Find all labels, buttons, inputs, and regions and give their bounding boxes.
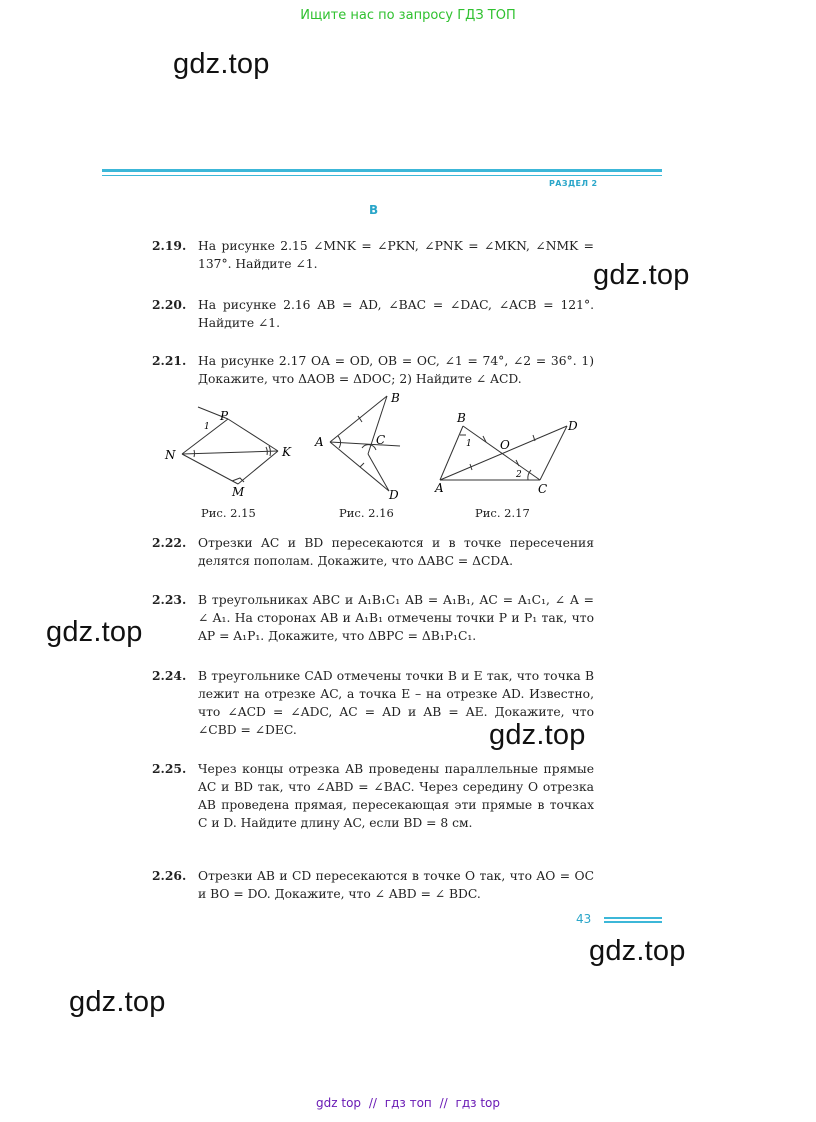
problem-number: 2.19.: [152, 238, 187, 253]
problem-text: В треугольниках ABC и A₁B₁C₁ AB = A₁B₁, AC = A₁C₁, ∠ A = ∠ A₁. На сторонах AB и A₁B₁ отмечены точки P и P₁ так, что AP = A₁P₁. Докажите, что ΔBPC = ΔB₁P₁C₁.: [198, 593, 594, 643]
problem-2-20: [152, 296, 594, 332]
label-K: K: [282, 445, 291, 459]
figure-2-17: [430, 408, 590, 500]
watermark: gdz.top: [593, 259, 690, 291]
problem-text: В треугольнике CAD отмечены точки B и E так, что точка B лежит на отрезке AC, а точка E – на отрезке AD. Известно, что ∠ACD = ∠ADC, AC = AD и AB = AE. Докажите, что ∠CBD = ∠DEC.: [198, 669, 594, 737]
footer-separator: //: [439, 1096, 448, 1110]
label-D: D: [568, 419, 578, 433]
footer-link[interactable]: гдз топ: [384, 1096, 432, 1110]
difficulty-level: В: [369, 203, 379, 217]
footer-link[interactable]: гдз top: [455, 1096, 500, 1110]
problem-number: 2.24.: [152, 668, 187, 683]
problem-number: 2.25.: [152, 761, 187, 776]
problem-2-22: [152, 534, 594, 570]
label-C: C: [376, 433, 386, 447]
figure-caption: Рис. 2.16: [339, 506, 394, 520]
figure-caption: Рис. 2.17: [475, 506, 530, 520]
label-B: B: [391, 391, 400, 405]
problem-2-19: [152, 237, 594, 273]
label-A: A: [435, 481, 444, 495]
header-rule: [102, 169, 662, 172]
problem-number: 2.20.: [152, 297, 187, 312]
problem-text: На рисунке 2.16 AB = AD, ∠BAC = ∠DAC, ∠ACB = 121°. Найдите ∠1.: [198, 298, 594, 330]
label-N: N: [165, 448, 176, 462]
label-P: P: [220, 409, 229, 423]
problem-2-24: [152, 667, 594, 739]
footer-link[interactable]: gdz top: [316, 1096, 362, 1110]
problem-text: На рисунке 2.17 OA = OD, OB = OC, ∠1 = 74°, ∠2 = 36°. 1) Докажите, что ΔAOB = ΔDOC; 2) Найдите ∠ ACD.: [198, 354, 594, 386]
label-1: 1: [466, 439, 472, 449]
page-number-rule: [604, 917, 662, 919]
problem-number: 2.26.: [152, 868, 187, 883]
problem-2-21: [152, 352, 594, 388]
problem-number: 2.21.: [152, 353, 187, 368]
header-rule-thin: [102, 175, 662, 176]
problem-text: Отрезки AC и BD пересекаются и в точке пересечения делятся пополам. Докажите, что ΔABC = ΔCDA.: [198, 536, 594, 568]
page-number-rule: [604, 921, 662, 923]
label-D: D: [389, 488, 399, 502]
problem-number: 2.22.: [152, 535, 187, 550]
label-1: 1: [204, 422, 210, 432]
footer-separator: //: [368, 1096, 377, 1110]
figure-2-15: [160, 404, 300, 504]
label-M: M: [232, 485, 245, 499]
footer-links: [0, 1096, 816, 1110]
label-2: 2: [516, 470, 522, 480]
label-O: O: [500, 438, 510, 452]
problem-number: 2.23.: [152, 592, 187, 607]
watermark: gdz.top: [489, 719, 586, 751]
page-number: 43: [576, 912, 592, 926]
watermark: gdz.top: [173, 48, 270, 80]
label-A: A: [315, 435, 324, 449]
watermark: gdz.top: [69, 986, 166, 1018]
problem-2-23: [152, 591, 594, 645]
problem-text: На рисунке 2.15 ∠MNK = ∠PKN, ∠PNK = ∠MKN, ∠NMK = 137°. Найдите ∠1.: [198, 239, 594, 271]
watermark: gdz.top: [589, 935, 686, 967]
problem-text: Через концы отрезка AB проведены параллельные прямые AC и BD так, что ∠ABD = ∠BAC. Через середину O отрезка AB проведена прямая, пересекающая эти прямые в точках C и D. Найдите длину AC, если BD = 8 см.: [198, 762, 594, 830]
label-B: B: [457, 411, 466, 425]
search-hint-link[interactable]: Ищите нас по запросу ГДЗ ТОП: [300, 8, 516, 23]
figure-caption: Рис. 2.15: [201, 506, 256, 520]
watermark: gdz.top: [46, 616, 143, 648]
figure-2-16: [312, 388, 412, 506]
problem-2-26: [152, 867, 594, 903]
label-C: C: [538, 482, 548, 496]
problem-text: Отрезки AB и CD пересекаются в точке O так, что AO = OC и BO = DO. Докажите, что ∠ ABD = ∠ BDC.: [198, 869, 594, 901]
problem-2-25: [152, 760, 594, 832]
section-label: РАЗДЕЛ 2: [549, 179, 598, 188]
